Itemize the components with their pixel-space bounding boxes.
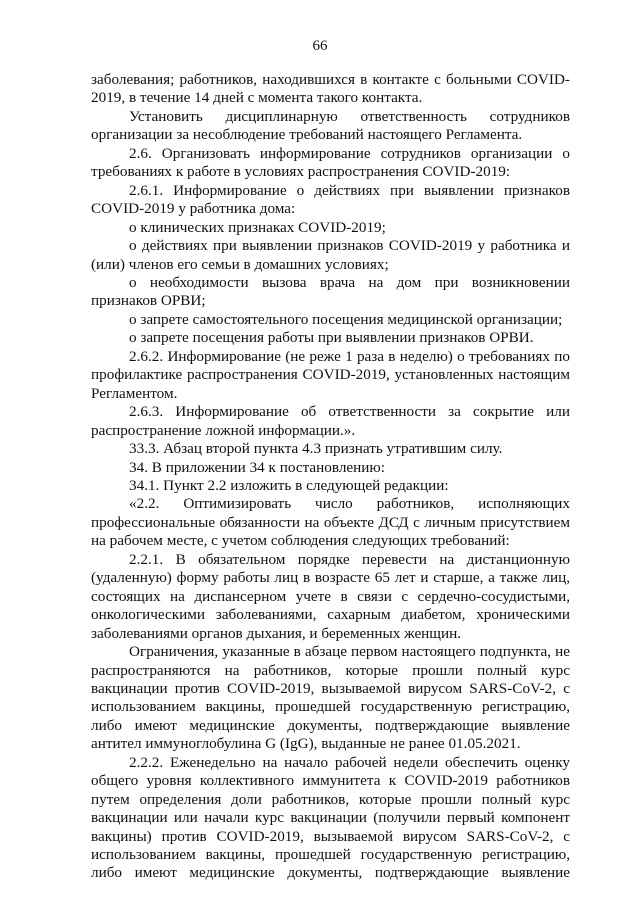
paragraph: о необходимости вызова врача на дом при возникновении признаков ОРВИ; <box>91 273 570 310</box>
paragraph: о действиях при выявлении признаков COVID-2019 у работника и (или) членов его семьи в домашних условиях; <box>91 237 570 273</box>
paragraph: о запрете посещения работы при выявлении признаков ОРВИ. <box>129 329 534 347</box>
paragraph: о запрете самостоятельного посещения медицинской организации; <box>129 310 563 328</box>
paragraph: 2.6.3. Информирование об ответственности за сокрытие или распространение ложной информации.». <box>91 403 570 439</box>
paragraph: 2.6.1. Информирование о действиях при выявлении признаков COVID-2019 у работника дома: <box>91 181 570 218</box>
paragraph: 34. В приложении 34 к постановлению: <box>129 458 385 476</box>
paragraph: 2.6.2. Информирование (не реже 1 раза в неделю) о требованиях по профилактике распространения COVID-2019, установленных настоящим Регламентом. <box>91 347 570 402</box>
paragraph: «2.2. Оптимизировать число работников, исполняющих профессиональные обязанности на объекте ДСД с личным присутствием на рабочем месте, с учетом соблюдения следующих требований: <box>91 495 570 550</box>
paragraph: 33.3. Абзац второй пункта 4.3 признать утратившим силу. <box>129 440 503 458</box>
paragraph: 2.2.1. В обязательном порядке перевести на дистанционную (удаленную) форму работы лиц в возрасте 65 лет и старше, а также лиц, состоящих на диспансерном учете в связи с сердечно-сосудистыми, онкологическими заболеваниями, сахарным диабетом, хроническими заболеваниями органов дыхания, и беременных женщин. <box>91 550 570 642</box>
paragraph: о клинических признаках COVID-2019; <box>129 218 386 236</box>
paragraph: заболевания; работников, находившихся в контакте с больными COVID-2019, в течение 14 дней с момента такого контакта. <box>91 71 570 107</box>
paragraph: 2.2.2. Еженедельно на начало рабочей недели обеспечить оценку общего уровня коллективного иммунитета к COVID-2019 работников путем определения доли работников, которые прошли полный курс вакцинации или начали курс вакцинации (получили первый компонент вакцины) против COVID-2019, вызываемой вирусом SARS-CoV-2, с использованием вакцины, прошедшей государственную регистрацию, либо имеют медицинские документы, подтверждающие выявление <box>91 753 570 882</box>
document-body <box>91 71 570 883</box>
paragraph: Ограничения, указанные в абзаце первом настоящего подпункта, не распространяются на работников, которые прошли полный курс вакцинации против COVID-2019, вызываемой вирусом SARS-CoV-2, с использованием вакцины, прошедшей государственную регистрацию, либо имеют медицинские документы, подтверждающие выявление антител иммуноглобулина G (IgG), выданные не ранее 01.05.2021. <box>91 643 570 753</box>
page-number: 66 <box>312 38 328 54</box>
paragraph: 34.1. Пункт 2.2 изложить в следующей редакции: <box>129 476 449 494</box>
paragraph: Установить дисциплинарную ответственность сотрудников организации за несоблюдение требований настоящего Регламента. <box>91 107 570 144</box>
paragraph: 2.6. Организовать информирование сотрудников организации о требованиях к работе в условиях распространения COVID-2019: <box>91 144 570 181</box>
